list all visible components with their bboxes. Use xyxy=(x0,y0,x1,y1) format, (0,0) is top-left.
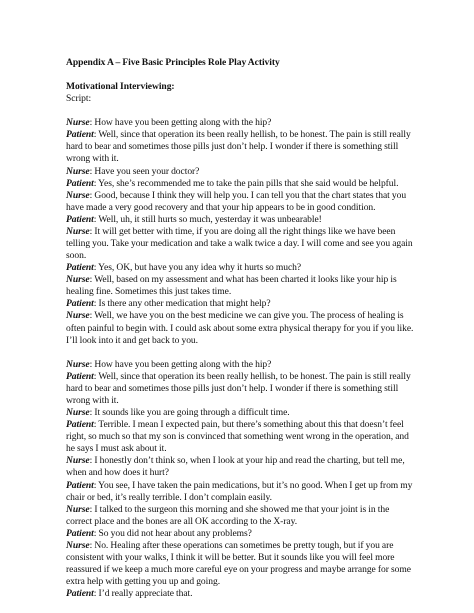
speaker-name: Nurse xyxy=(66,358,90,370)
dialogue-turn xyxy=(66,178,416,190)
turn-text: : It will get better with time, if you are doing all the right things like we have been telling you. Take your medication and take a walk twice a day. I will come and see you again soon. xyxy=(66,225,413,262)
speaker-name: Nurse xyxy=(66,539,90,551)
document-content xyxy=(66,57,416,600)
speaker-name: Nurse xyxy=(66,165,90,177)
turn-text: : Well, since that operation its been really hellish, to be honest. The pain is still really hard to bear and sometimes those pills just don’t help. I wonder if there is something still wrong with it. xyxy=(66,129,411,165)
speaker-name: Nurse xyxy=(66,225,90,237)
turn-text: : How have you been getting along with the hip? xyxy=(89,117,272,129)
dialogue-turn xyxy=(66,359,416,371)
dialogue-turn xyxy=(66,407,416,419)
dialogue-turn xyxy=(66,455,416,479)
dialogue-turn xyxy=(66,310,416,346)
dialogue-turn xyxy=(66,504,416,528)
speaker-name: Patient xyxy=(66,177,94,189)
dialogue-turn xyxy=(66,528,416,540)
speaker-name: Nurse xyxy=(66,407,90,419)
dialogue-turn xyxy=(66,419,416,455)
dialogue-turn xyxy=(66,274,416,298)
scene-separator xyxy=(66,347,416,359)
turn-text: : You see, I have taken the pain medications, but it’s no good. When I get up from my chair or bed, it’s really terrible. I don’t complain easily. xyxy=(66,479,413,503)
speaker-name: Nurse xyxy=(66,310,90,322)
turn-text: : Have you seen your doctor? xyxy=(89,165,200,177)
speaker-name: Patient xyxy=(66,527,94,539)
section-heading: Motivational Interviewing: xyxy=(66,81,175,93)
turn-text: : So you did not hear about any problems? xyxy=(93,527,252,539)
turn-text: : Is there any other medication that might help? xyxy=(93,298,271,310)
dialogue-scene xyxy=(66,117,416,346)
dialogue-turn xyxy=(66,166,416,178)
turn-text: : Well, we have you on the best medicine we can give you. The process of healing is often painful to begin with. I could ask about some extra physical therapy for you if you like. I’ll look into it and get back to you. xyxy=(66,310,414,346)
turn-text: : No. Healing after these operations can sometimes be pretty tough, but if you are consistent with your walks, I think it will be better. But it sounds like you will feel more reassured if we keep a much more careful eye on your progress and maybe arrange for some extra help with getting you up and going. xyxy=(66,539,411,588)
turn-text: : Terrible. I mean I expected pain, but there’s something about this that doesn’t feel right, so much so that my son is convinced that something went wrong in the operation, and he says I must ask about it. xyxy=(66,419,409,455)
speaker-name: Patient xyxy=(66,262,94,274)
speaker-name: Nurse xyxy=(66,274,90,286)
dialogue-turn xyxy=(66,117,416,129)
document-title: Appendix A – Five Basic Principles Role Play Activity xyxy=(66,57,280,68)
dialogue-turn xyxy=(66,588,416,600)
speaker-name: Nurse xyxy=(66,189,90,201)
dialogue-scene xyxy=(66,359,416,601)
turn-text: : How have you been getting along with the hip? xyxy=(89,358,272,370)
turn-text: : It sounds like you are going through a difficult time. xyxy=(89,407,290,419)
speaker-name: Nurse xyxy=(66,117,90,129)
dialogue-turn xyxy=(66,129,416,165)
speaker-name: Patient xyxy=(66,298,94,310)
turn-text: : Well, since that operation its been really hellish, to be honest. The pain is still really hard to bear and sometimes those pills just don’t help. I wonder if there is something still wrong with it. xyxy=(66,370,411,406)
speaker-name: Patient xyxy=(66,588,94,600)
dialogue-scenes xyxy=(66,117,416,600)
script-label: Script: xyxy=(66,93,92,105)
speaker-name: Patient xyxy=(66,129,94,141)
dialogue-turn xyxy=(66,540,416,588)
dialogue-turn xyxy=(66,371,416,407)
speaker-name: Nurse xyxy=(66,455,90,467)
turn-text: : I honestly don’t think so, when I look at your hip and read the charting, but tell me, when and how does it hurt? xyxy=(66,455,405,479)
speaker-name: Nurse xyxy=(66,503,90,515)
speaker-name: Patient xyxy=(66,479,94,491)
turn-text: : Yes, she’s recommended me to take the pain pills that she said would be helpful. xyxy=(93,177,399,189)
turn-text: : Good, because I think they will help you. I can tell you that the chart states that you have made a very good recovery and that your hip appears to be in good condition. xyxy=(66,189,407,213)
turn-text: : I’d really appreciate that. xyxy=(93,588,193,600)
dialogue-turn xyxy=(66,262,416,274)
turn-text: : Yes, OK, but have you any idea why it hurts so much? xyxy=(93,262,302,274)
dialogue-turn xyxy=(66,214,416,226)
dialogue-turn xyxy=(66,480,416,504)
dialogue-turn xyxy=(66,190,416,214)
dialogue-turn xyxy=(66,226,416,262)
turn-text: : I talked to the surgeon this morning and she showed me that your joint is in the correct place and the bones are all OK according to the X-ray. xyxy=(66,503,390,527)
dialogue-turn xyxy=(66,298,416,310)
turn-text: : Well, uh, it still hurts so much, yesterday it was unbearable! xyxy=(93,213,322,225)
speaker-name: Patient xyxy=(66,370,94,382)
turn-text: : Well, based on my assessment and what has been charted it looks like your hip is healing fine. Sometimes this just takes time. xyxy=(66,274,397,298)
speaker-name: Patient xyxy=(66,213,94,225)
speaker-name: Patient xyxy=(66,419,94,431)
